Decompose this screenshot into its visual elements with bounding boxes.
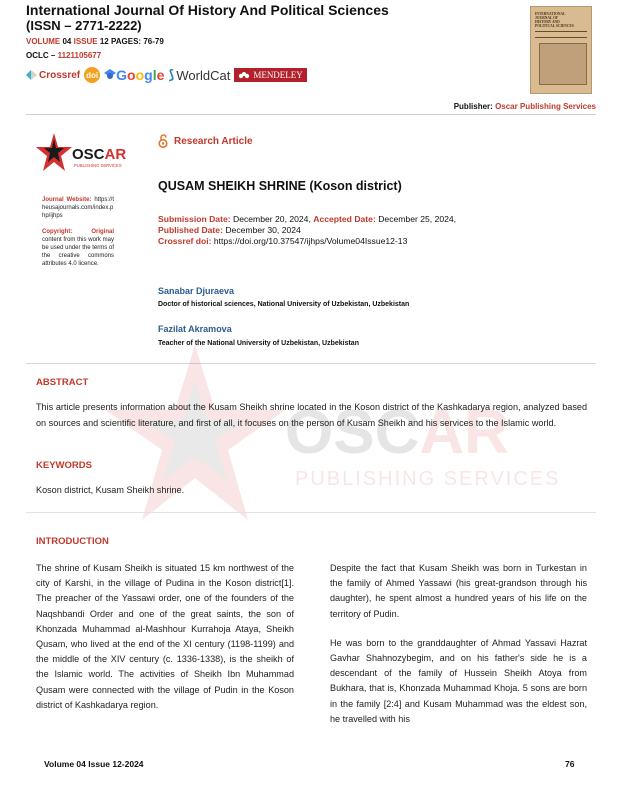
introduction-heading: INTRODUCTION [36, 536, 109, 547]
journal-issn: (ISSN – 2771-2222) [26, 18, 142, 33]
volume-info [26, 37, 164, 46]
copyright-label: Copyright: Original [42, 229, 114, 235]
worldcat-logo[interactable] [168, 67, 230, 83]
mendeley-icon [238, 71, 250, 79]
open-access-icon [158, 134, 168, 148]
oscar-star-icon [36, 133, 72, 171]
header-divider [26, 114, 596, 115]
abstract-heading: ABSTRACT [36, 377, 89, 388]
keywords-text: Koson district, Kusam Sheikh shrine. [36, 485, 185, 495]
cover-artwork [539, 43, 587, 85]
watermark-tagline: PUBLISHING SERVICES [295, 468, 561, 490]
published-date: December 30, 2024 [225, 225, 301, 235]
article-type-label: Research Article [174, 135, 253, 147]
issue-prefix: ISSUE [73, 37, 98, 46]
oclc-label: OCLC – [26, 51, 56, 60]
oclc-info [26, 51, 101, 60]
author-affiliation: Doctor of historical sciences, National University of Uzbekistan, Uzbekistan [158, 301, 410, 308]
body-paragraph: He was born to the granddaughter of Ahmad Yassavi Hazrat Gavhar Shahnozybegim, and on his father's side he is a descendant of the family of Hussein Sheikh Atoya from Bukhara, that is, Khonzada Muhammad Khoja. 5 sons are born in the family [2:4] and Kusam Muhammad was the eldest son, he travelled with his [330, 637, 587, 724]
cover-rule [535, 31, 587, 32]
publisher-label: Publisher: [453, 102, 493, 111]
logo-tagline: PUBLISHING SERVICES [74, 163, 122, 168]
mendeley-label: MENDELEY [253, 70, 303, 80]
accepted-date: December 25, 2024, [378, 214, 457, 224]
body-column-left [36, 561, 294, 727]
pages-range: 76-79 [143, 37, 164, 46]
volume-number: 04 [62, 37, 72, 46]
body-paragraph: Despite the fact that Kusam Sheikh was born in Turkestan in the family of Ahmed Yassawi (his great-grandson through his daughter), he spent almost a hundred years of his life on the territory of Pudin. [330, 563, 587, 619]
google-scholar-icon [104, 68, 116, 80]
author-affiliation: Teacher of the National University of Uzbekistan, Uzbekistan [158, 340, 359, 347]
article-type [158, 134, 253, 148]
worldcat-icon: ⟆ [168, 67, 175, 82]
oscar-logo [36, 131, 126, 179]
publisher-name: Oscar Publishing Services [495, 102, 596, 111]
footer-volume-issue: Volume 04 Issue 12-2024 [44, 759, 144, 769]
crossref-label: Crossref [39, 69, 81, 81]
submission-label: Submission Date: [158, 214, 231, 224]
keywords-divider [26, 512, 596, 513]
submission-date: December 20, 2024, [232, 214, 311, 224]
body-paragraph: The shrine of Kusam Sheikh is situated 15 km northwest of the city of Karshi, in the village of Pudina in the Koson district[1]. The preacher of the Yassawi order, one of the founders of the Naqshbandi Order and one of the great saints, the son of Khonzada Muhammad al-Mashhour Kurrahoja Ataya, Sheikh Qusam, who lived at the end of the XI century (1198-1199) and the middle of the XIV century (c. 1336-1338), is the sheikh of the Islamic world. The activities of Sheikh Ibn Muhammad Qusam were connected with the village of Pudin in the Koson district of Kashkadarya region. [36, 563, 294, 710]
published-label: Published Date: [158, 225, 223, 235]
journal-title: International Journal Of History And Political Sciences [26, 2, 389, 18]
author-name: Sanabar Djuraeva [158, 286, 235, 296]
mendeley-logo[interactable] [234, 68, 307, 82]
doi-link[interactable]: https://doi.org/10.37547/ijhps/Volume04Issue12-13 [213, 236, 408, 246]
author-name: Fazilat Akramova [158, 324, 232, 334]
crossref-icon [26, 70, 37, 81]
accepted-label: Accepted Date: [313, 214, 376, 224]
google-logo[interactable]: Google [104, 67, 164, 83]
oclc-number: 1121105677 [57, 51, 102, 60]
doi-label: Crossref doi: [158, 236, 212, 246]
article-dates [158, 214, 456, 247]
website-label: Journal Website: [42, 197, 92, 203]
issue-number: 12 [99, 37, 109, 46]
publisher-watermark [85, 335, 565, 545]
logo-name: OSCAR [72, 146, 126, 163]
watermark-name: OSCAR [285, 398, 509, 467]
journal-sidebar [42, 196, 114, 276]
publisher-line [454, 102, 596, 111]
journal-cover-thumbnail[interactable] [530, 6, 592, 94]
copyright-text: content from this work may be used under the terms of the creative commons attributes 4.0 licence. [42, 237, 114, 267]
crossref-logo[interactable] [26, 70, 80, 81]
worldcat-label: WorldCat [176, 67, 231, 83]
doi-logo[interactable]: doi [84, 67, 100, 83]
footer-page-number: 76 [565, 759, 575, 769]
indexing-logos [26, 66, 307, 84]
article-title: QUSAM SHEIKH SHRINE (Koson district) [158, 179, 402, 193]
cover-title: INTERNATIONAL JOURNAL OF HISTORY AND POLITICAL SCIENCES [535, 12, 574, 28]
website-url[interactable]: https://theusajournals.com/index.php/ijhps [42, 197, 114, 219]
keywords-heading: KEYWORDS [36, 460, 92, 471]
body-column-right [330, 561, 587, 741]
volume-prefix: VOLUME [26, 37, 61, 46]
cover-rule [535, 37, 587, 38]
pages-label: PAGES: [111, 37, 142, 46]
abstract-text: This article presents information about the Kusam Sheikh shrine located in the Koson district of the Kashkadarya region, analyzed based on sources and scientific literature, and first of all, it focuses on the person of Kusam Sheikh and his services to the Islamic world. [36, 402, 587, 428]
